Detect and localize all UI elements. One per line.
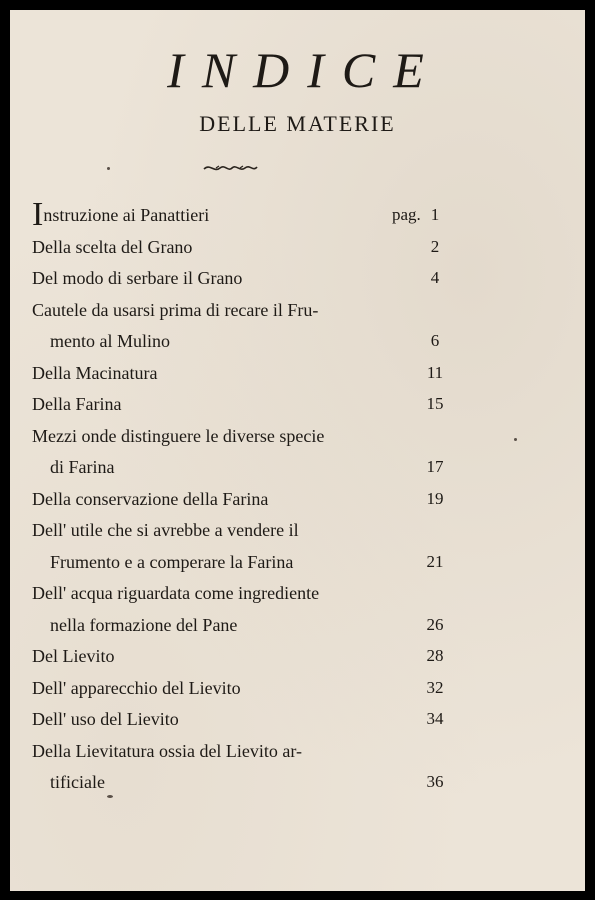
toc-entry-text: Della scelta del Grano [32,236,193,257]
page-subtitle: DELLE MATERIE [199,111,396,136]
toc-page-number: 28 [426,646,444,665]
toc-entry [32,326,585,356]
toc-entry-title [32,578,319,608]
toc-entry [32,358,585,388]
toc-page-number: 11 [426,362,444,382]
paper-speck [107,167,110,170]
toc-entry-text: tificiale [50,772,105,792]
toc-entry [32,232,585,262]
toc-entry-title [32,389,121,419]
toc-entry-title [32,358,157,388]
toc-entry-text: nstruzione ai Panattieri [43,205,210,225]
toc-entry-title [32,196,210,233]
page-label: pag. [392,205,421,224]
toc-entry [32,389,585,419]
toc-entry [32,610,585,640]
toc-page-number: 34 [426,709,444,728]
toc-entry-text: nella formazione del Pane [50,614,238,635]
toc-entry-title [32,736,302,766]
book-page [10,10,585,891]
toc-entry-title [32,421,324,451]
toc-entry-title [32,515,299,545]
toc-page-number: 6 [430,331,440,350]
toc-entry-text: Del Lievito [32,646,115,666]
toc-entry-text: Dell' uso del Lievito [32,709,179,729]
toc-page-number: 1 [430,205,440,224]
toc-entry-text: Della Farina [32,394,122,414]
toc-entry-title [32,263,242,293]
toc-entry-title [50,452,115,482]
toc-entry [32,578,585,608]
toc-page-number: 19 [426,488,444,508]
toc-entry-title [32,484,268,514]
toc-entry-title [50,767,105,797]
toc-page-number: 4 [430,268,440,287]
paper-speck [514,438,517,441]
table-of-contents [10,190,585,830]
toc-entry [32,767,585,797]
toc-entry-text: Dell' utile che si avrebbe a vendere il [32,520,299,540]
drop-cap-letter: I [32,196,44,233]
toc-entry-text: Frumento e a comperare la Farina [50,551,294,572]
toc-entry-title [32,641,114,671]
toc-entry-text: Mezzi onde distinguere le diverse specie [32,425,325,446]
toc-entry [32,641,585,671]
toc-page-number: 17 [426,457,444,476]
toc-entry-text: Dell' acqua riguardata come ingrediente [32,583,320,603]
toc-entry-text: Cautele da usarsi prima di recare il Fru- [32,299,319,320]
toc-entry-text: Della Lievitatura ossia del Lievito ar- [32,740,303,761]
toc-entry-title [32,704,179,734]
toc-entry-title [32,232,192,262]
toc-entry-text: Della conservazione della Farina [32,488,269,509]
toc-entry [32,673,585,703]
toc-page-number: 36 [426,772,444,791]
toc-page-number: 26 [426,614,444,634]
paper-speck [107,795,113,798]
toc-entry-title [50,610,237,640]
toc-entry [32,263,585,293]
toc-entry [32,484,585,514]
toc-entry-text: Della Macinatura [32,362,158,383]
page-title: INDICE [167,42,442,98]
toc-entry-title [50,326,170,356]
toc-page-number: 2 [430,236,440,256]
toc-entry-text: Del modo di serbare il Grano [32,268,243,288]
toc-entry [32,452,585,482]
toc-page-number: 32 [426,677,444,697]
ornament-flourish-icon [200,160,260,176]
toc-entry-text: mento al Mulino [50,331,170,351]
toc-entry [32,704,585,734]
toc-entry-text: di Farina [50,457,115,477]
toc-entry [32,196,585,233]
toc-entry [32,295,585,325]
toc-page-number: 15 [426,394,444,413]
toc-entry [32,421,585,451]
toc-entry-text: Dell' apparecchio del Lievito [32,677,241,698]
toc-entry-title [32,295,318,325]
toc-entry [32,547,585,577]
toc-entry-title [32,673,241,703]
toc-entry [32,515,585,545]
toc-entry [32,736,585,766]
toc-entry-title [50,547,293,577]
toc-page-number: 21 [426,551,444,571]
